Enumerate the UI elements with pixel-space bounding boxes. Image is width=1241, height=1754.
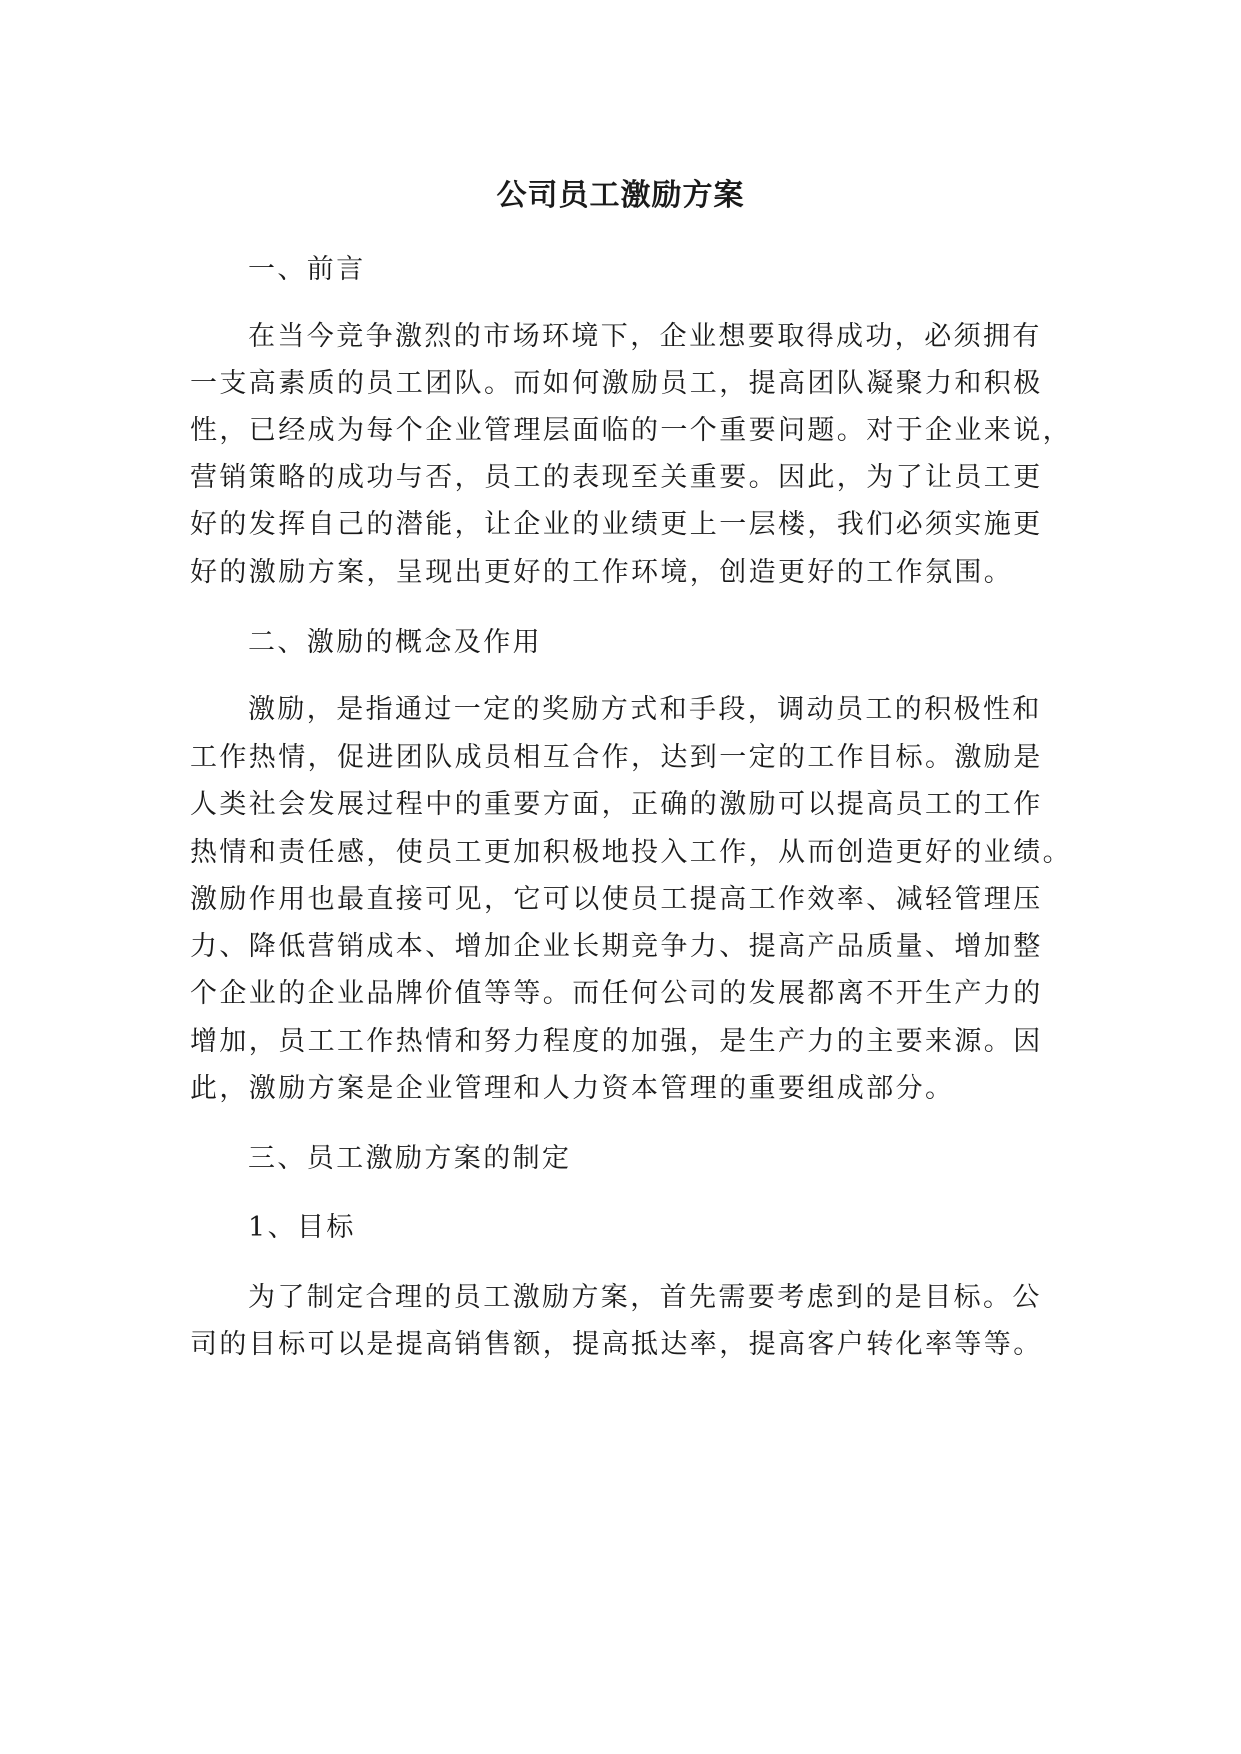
paragraph-line: 一支高素质的员工团队。而如何激励员工，提高团队凝聚力和积极 xyxy=(190,368,1043,399)
paragraph-line: 人类社会发展过程中的重要方面，正确的激励可以提高员工的工作 xyxy=(190,789,1043,820)
section-heading-concept: 二、激励的概念及作用 xyxy=(248,627,542,658)
document-title: 公司员工激励方案 xyxy=(496,178,745,213)
section-heading-preface: 一、前言 xyxy=(248,254,366,285)
paragraph-line: 个企业的企业品牌价值等等。而任何公司的发展都离不开生产力的 xyxy=(190,978,1043,1009)
paragraph-line: 在当今竞争激烈的市场环境下，企业想要取得成功，必须拥有 xyxy=(248,321,1042,352)
subsection-heading-goal: 1、目标 xyxy=(248,1212,356,1243)
paragraph-line: 力、降低营销成本、增加企业长期竞争力、提高产品质量、增加整 xyxy=(190,931,1043,962)
paragraph-line: 好的激励方案，呈现出更好的工作环境，创造更好的工作氛围。 xyxy=(190,557,1014,588)
paragraph-line: 此，激励方案是企业管理和人力资本管理的重要组成部分。 xyxy=(190,1073,955,1104)
section-heading-plan: 三、员工激励方案的制定 xyxy=(248,1143,572,1174)
paragraph-line: 性，已经成为每个企业管理层面临的一个重要问题。对于企业来说， xyxy=(190,415,1072,446)
paragraph-line: 好的发挥自己的潜能，让企业的业绩更上一层楼，我们必须实施更 xyxy=(190,509,1043,540)
paragraph-line: 司的目标可以是提高销售额，提高抵达率，提高客户转化率等等。 xyxy=(190,1329,1043,1360)
paragraph-line: 热情和责任感，使员工更加积极地投入工作，从而创造更好的业绩。 xyxy=(190,837,1072,868)
paragraph-line: 激励作用也最直接可见，它可以使员工提高工作效率、减轻管理压 xyxy=(190,884,1043,915)
paragraph-line: 增加，员工工作热情和努力程度的加强，是生产力的主要来源。因 xyxy=(190,1026,1043,1057)
paragraph-line: 激励，是指通过一定的奖励方式和手段，调动员工的积极性和 xyxy=(248,694,1042,725)
paragraph-line: 工作热情，促进团队成员相互合作，达到一定的工作目标。激励是 xyxy=(190,742,1043,773)
paragraph-line: 营销策略的成功与否，员工的表现至关重要。因此，为了让员工更 xyxy=(190,462,1043,493)
paragraph-line: 为了制定合理的员工激励方案，首先需要考虑到的是目标。公 xyxy=(248,1282,1042,1313)
